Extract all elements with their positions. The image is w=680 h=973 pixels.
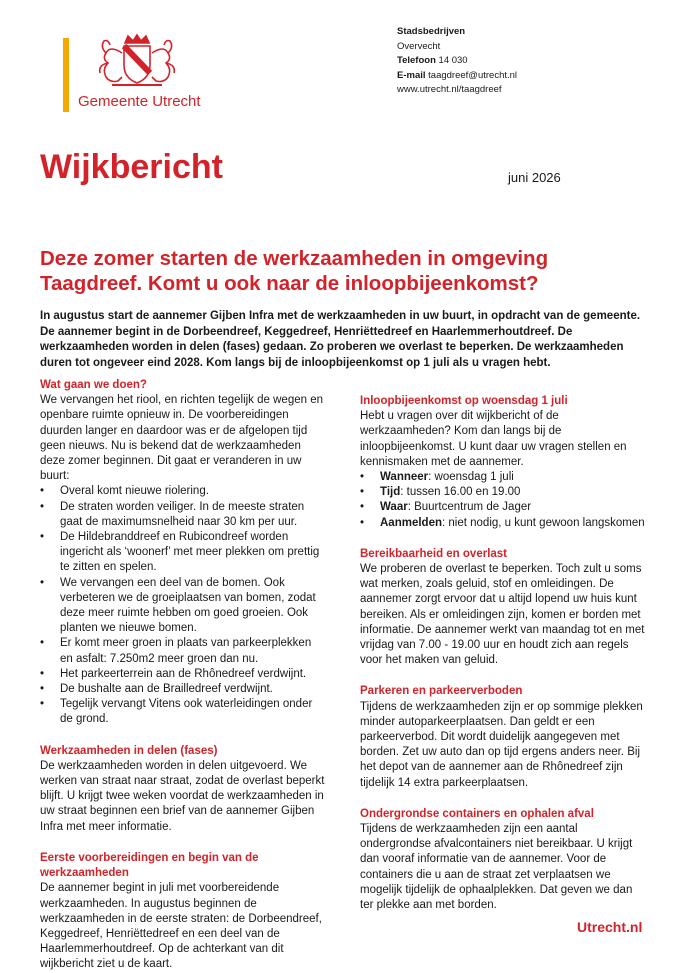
list-item: • De bushalte aan de Brailledreef verdwijnt. — [60, 682, 325, 697]
right-column — [360, 394, 645, 913]
contact-email-label: E-mail — [397, 69, 426, 81]
left-column — [40, 378, 325, 973]
bullet-list — [40, 484, 325, 727]
coat-of-arms-icon — [92, 33, 182, 91]
detail-value: : Buurtcentrum de Jager — [407, 501, 532, 514]
list-item: • Het parkeerterrein aan de Rhônedreef verdwijnt. — [60, 667, 325, 682]
event-details-list — [360, 470, 645, 531]
section-text: De werkzaamheden worden in delen uitgevoerd. We werken van straat naar straat, zodat de overlast beperkt blijft. U krijgt twee weken voordat de werkzaamheden in uw straat beginnen een brief van de aannemer Gijben Infra met meer informatie. — [40, 759, 325, 833]
section-heading: Ondergrondse containers en ophalen afval — [360, 807, 594, 820]
contact-phone-label: Telefoon — [397, 55, 436, 66]
list-item: • Er komt meer groen in plaats van parkeerplekken en asfalt: 7.250m2 meer groen dan nu. — [60, 636, 325, 666]
document-title: Wijkbericht — [40, 148, 223, 186]
section-text: Tijdens de werkzaamheden zijn er op sommige plekken minder autoparkeerplaatsen. Dan geldt er een parkeerverbod. Dit wordt duidelijk aangegeven met borden. Zet uw auto dan op tijd ergens anders neer. Bij het depot van de aannemer aan de Rhônedreef zijn tijdelijk 14 extra parkeerplaatsen. — [360, 700, 643, 789]
contact-phone: 14 030 — [438, 55, 468, 66]
list-item — [380, 516, 645, 531]
section-text: De aannemer begint in juli met voorbereidende werkzaamheden. In augustus beginnen de werkzaamheden in de eerste straten: de Dorbeendreef, Keggedreef, Henriëttedreef en een deel van de Haarlemmerhoutdreef. Op de achterkant van dit wijkbericht ziet u de kaart. — [40, 882, 322, 971]
detail-value: : tussen 16.00 en 19.00 — [400, 486, 521, 499]
section-heading: Werkzaamheden in delen (fases) — [40, 744, 218, 757]
section-heading: Eerste voorbereidingen en begin van de werkzaamheden — [40, 851, 259, 880]
list-item — [380, 470, 645, 485]
section-heading: Inloopbijeenkomst op woensdag 1 juli — [360, 395, 568, 407]
list-item — [380, 500, 645, 515]
section-heading: Wat gaan we doen? — [40, 379, 147, 391]
detail-label: Wanneer — [380, 471, 429, 484]
gemeente-logo — [78, 33, 201, 119]
list-item: • We vervangen een deel van de bomen. Ook verbeteren we de groeiplaatsen van bomen, zodat deze meer ruimte hebben om goed groeien. Ook planten we nieuwe bomen. — [60, 576, 325, 637]
footer-link[interactable]: Utrecht.nl — [577, 919, 643, 935]
list-item — [380, 485, 645, 500]
contact-block — [397, 25, 517, 98]
section-text: Hebt u vragen over dit wijkbericht of de werkzaamheden? Kom dan langs bij de inloopbijeenkomst. U kunt daar uw vragen stellen en kennismaken met de aannemer. — [360, 410, 627, 468]
section-text: We proberen de overlast te beperken. Toch zult u soms wat merken, zoals geluid, stof en omleidingen. De aannemer zorgt ervoor dat u altijd lopend uw huis kunt bereiken. Als er omleidingen zijn, komen er borden met informatie. De aannemer werkt van maandag tot en met vrijdag van 7.00 - 19.00 uur en houdt zich aan regels voor het maken van geluid. — [360, 563, 645, 667]
list-item: • De straten worden veiliger. In de meeste straten gaat de maximumsnelheid naar 30 km per uur. — [60, 500, 325, 530]
detail-value: : niet nodig, u kunt gewoon langskomen — [442, 516, 645, 529]
detail-value: : woensdag 1 juli — [428, 471, 514, 484]
section-text: We vervangen het riool, en richten tegelijk de wegen en openbare ruimte opnieuw in. De voorbereidingen duurden langer en daardoor was er de afgelopen tijd geen nieuws. Nu is bekend dat de werkzaamheden deze zomer beginnen. Dit gaat er veranderen in uw buurt: — [40, 394, 323, 483]
contact-website[interactable]: www.utrecht.nl/taagdreef — [397, 84, 502, 95]
section-text: Tijdens de werkzaamheden zijn een aantal ondergrondse afvalcontainers niet bereikbaar. U krijgt dan vooraf informatie van de aannemer. Voor de containers die u aan de straat zet verplaatsen we mogelijk tijdelijk de ophaalplekken. Dat geven we dan ter plekke aan met borden. — [360, 823, 633, 912]
logo-accent-bar — [63, 38, 69, 112]
list-item: • Overal komt nieuwe riolering. — [60, 484, 325, 499]
list-item: • De Hildebranddreef en Rubicondreef worden ingericht als ‘woonerf’ met meer plekken om prettig te zitten en spelen. — [60, 530, 325, 576]
headline: Deze zomer starten de werkzaamheden in omgeving Taagdreef. Komt u ook naar de inloopbijeenkomst? — [40, 247, 549, 295]
intro-paragraph: In augustus start de aannemer Gijben Infra met de werkzaamheden in uw buurt, in opdracht van de gemeente. De aannemer begint in de Dorbeendreef, Keggedreef, Henriëttedreef en Haarlemmerhoutdreef. De werkzaamheden worden in delen (fases) gedaan. Zo proberen we overlast te beperken. De werkzaamheden duren tot ongeveer eind 2028. Kom langs bij de inloopbijeenkomst op 1 juli als u vragen hebt. — [40, 310, 641, 369]
document-date: juni 2026 — [508, 170, 561, 185]
logo-text: Gemeente Utrecht — [78, 93, 201, 110]
detail-label: Tijd — [380, 486, 401, 499]
list-item: • Tegelijk vervangt Vitens ook waterleidingen onder de grond. — [60, 697, 325, 727]
section-heading: Parkeren en parkeerverboden — [360, 685, 523, 698]
contact-email[interactable]: taagdreef@utrecht.nl — [428, 69, 518, 81]
contact-org: Stadsbedrijven — [397, 26, 466, 37]
contact-location: Overvecht — [397, 40, 441, 52]
detail-label: Aanmelden — [380, 516, 442, 529]
section-heading: Bereikbaarheid en overlast — [360, 547, 508, 560]
detail-label: Waar — [380, 501, 408, 514]
